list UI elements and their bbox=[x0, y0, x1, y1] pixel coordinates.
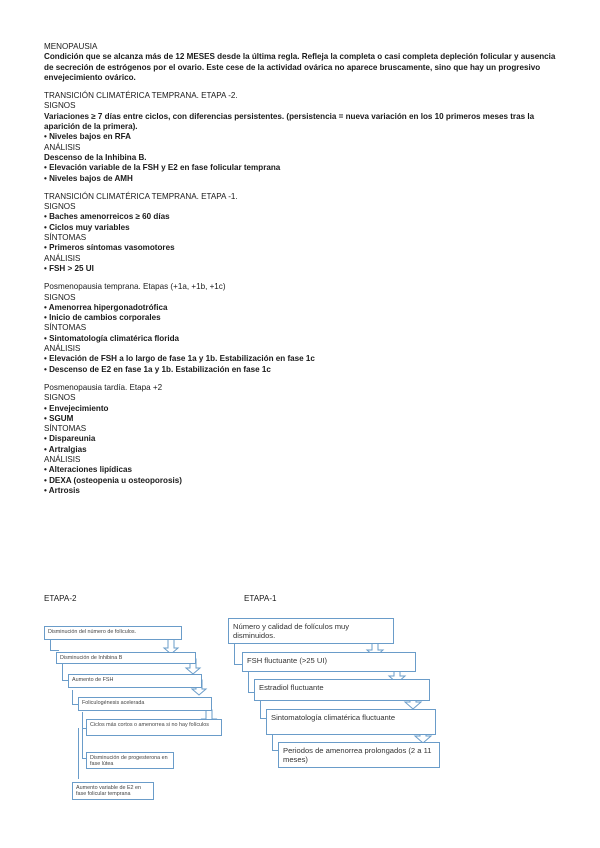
section-line: • Baches amenorreicos ≥ 60 días bbox=[44, 212, 170, 222]
section-line: SÍNTOMAS bbox=[44, 233, 87, 243]
section-line: • FSH > 25 UI bbox=[44, 263, 94, 273]
section-line: • Dispareunia bbox=[44, 434, 96, 444]
section-line: • Elevación de FSH a lo largo de fase 1a y 1b. Estabilización en fase 1c bbox=[44, 354, 315, 364]
section-line: • Elevación variable de la FSH y E2 en fase folicular temprana bbox=[44, 163, 281, 173]
section-line: • Amenorrea hipergonadotrófica bbox=[44, 302, 168, 312]
section-line: ANÁLISIS bbox=[44, 344, 81, 354]
flow-box-left-7: Aumento variable de E2 en fase folicular temprana bbox=[72, 782, 154, 800]
section-line: SIGNOS bbox=[44, 292, 76, 302]
section-line: • Artrosis bbox=[44, 485, 80, 495]
connector-stem bbox=[78, 728, 79, 779]
diagram-label-left: ETAPA-2 bbox=[44, 594, 77, 603]
flow-box-right-2: FSH fluctuante (>25 UI) bbox=[242, 652, 416, 672]
flow-box-right-5: Periodos de amenorrea prolongados (2 a 11 meses) bbox=[278, 742, 440, 768]
section-line: • Inicio de cambios corporales bbox=[44, 313, 161, 323]
flow-box-left-2: Disminución de Inhibina B bbox=[56, 652, 196, 664]
section-line: ANÁLISIS bbox=[44, 142, 81, 152]
diagram-label-right: ETAPA-1 bbox=[244, 594, 277, 603]
flow-box-left-4: Foliculogénesis acelerada bbox=[78, 697, 212, 711]
section-line: • SGUM bbox=[44, 413, 74, 423]
section-title: Posmenopausia tardía. Etapa +2 bbox=[44, 382, 163, 392]
section-line: • Descenso de E2 en fase 1a y 1b. Estabilización en fase 1c bbox=[44, 364, 271, 374]
section-line: • Alteraciones lipídicas bbox=[44, 465, 132, 475]
section-line: SIGNOS bbox=[44, 393, 76, 403]
section-line: • DEXA (osteopenia u osteoporosis) bbox=[44, 475, 182, 485]
section-line: Descenso de la Inhibina B. bbox=[44, 152, 147, 162]
section-line: • Envejecimiento bbox=[44, 403, 109, 413]
flow-box-right-3: Estradiol fluctuante bbox=[254, 679, 430, 701]
section-title: Posmenopausia temprana. Etapas (+1a, +1b, +1c) bbox=[44, 282, 226, 292]
section-title: MENOPAUSIA bbox=[44, 42, 98, 51]
section-line: • Artralgias bbox=[44, 444, 87, 454]
section-line: SÍNTOMAS bbox=[44, 424, 87, 434]
section-line: Variaciones ≥ 7 días entre ciclos, con diferencias persistentes. (persistencia = nueva variación en los 10 primeros meses tras la aparición de la primera). bbox=[44, 111, 535, 132]
section-title: TRANSICIÓN CLIMATÉRICA TEMPRANA. ETAPA -1. bbox=[44, 191, 238, 201]
section-line: ANÁLISIS bbox=[44, 454, 81, 464]
flow-box-right-1: Número y calidad de folículos muy disminuidos. bbox=[228, 618, 394, 644]
flow-box-left-5: Ciclos más cortos o amenorrea si no hay folículos bbox=[86, 719, 222, 736]
section-line: • Primeros síntomas vasomotores bbox=[44, 243, 175, 253]
section-line: • Niveles bajos en RFA bbox=[44, 132, 131, 142]
section-line: • Niveles bajos de AMH bbox=[44, 173, 133, 183]
section-line: • Sintomatología climatérica florida bbox=[44, 333, 180, 343]
section-line: • Ciclos muy variables bbox=[44, 222, 130, 232]
flow-box-left-1: Disminución del número de folículos. bbox=[44, 626, 182, 640]
section-intro: Condición que se alcanza más de 12 MESES desde la última regla. Refleja la completa o casi completa depleción folicular y ausencia de secreción de estrógenos por el ovario. Este cese de la actividad ovárica no aparece bruscamente, sino que hay un progresivo envejecimiento ovárico. bbox=[44, 52, 556, 82]
flow-box-right-4: Sintomatología climatérica fluctuante bbox=[266, 709, 436, 735]
flow-box-left-6: Disminución de progesterona en fase lútea bbox=[86, 752, 174, 769]
flow-box-left-3: Aumento de FSH bbox=[68, 674, 202, 688]
section-line: SIGNOS bbox=[44, 101, 76, 111]
section-title: TRANSICIÓN CLIMATÉRICA TEMPRANA. ETAPA -2. bbox=[44, 91, 238, 101]
section-line: SÍNTOMAS bbox=[44, 323, 87, 333]
section-line: ANÁLISIS bbox=[44, 253, 81, 263]
section-line: SIGNOS bbox=[44, 202, 76, 212]
